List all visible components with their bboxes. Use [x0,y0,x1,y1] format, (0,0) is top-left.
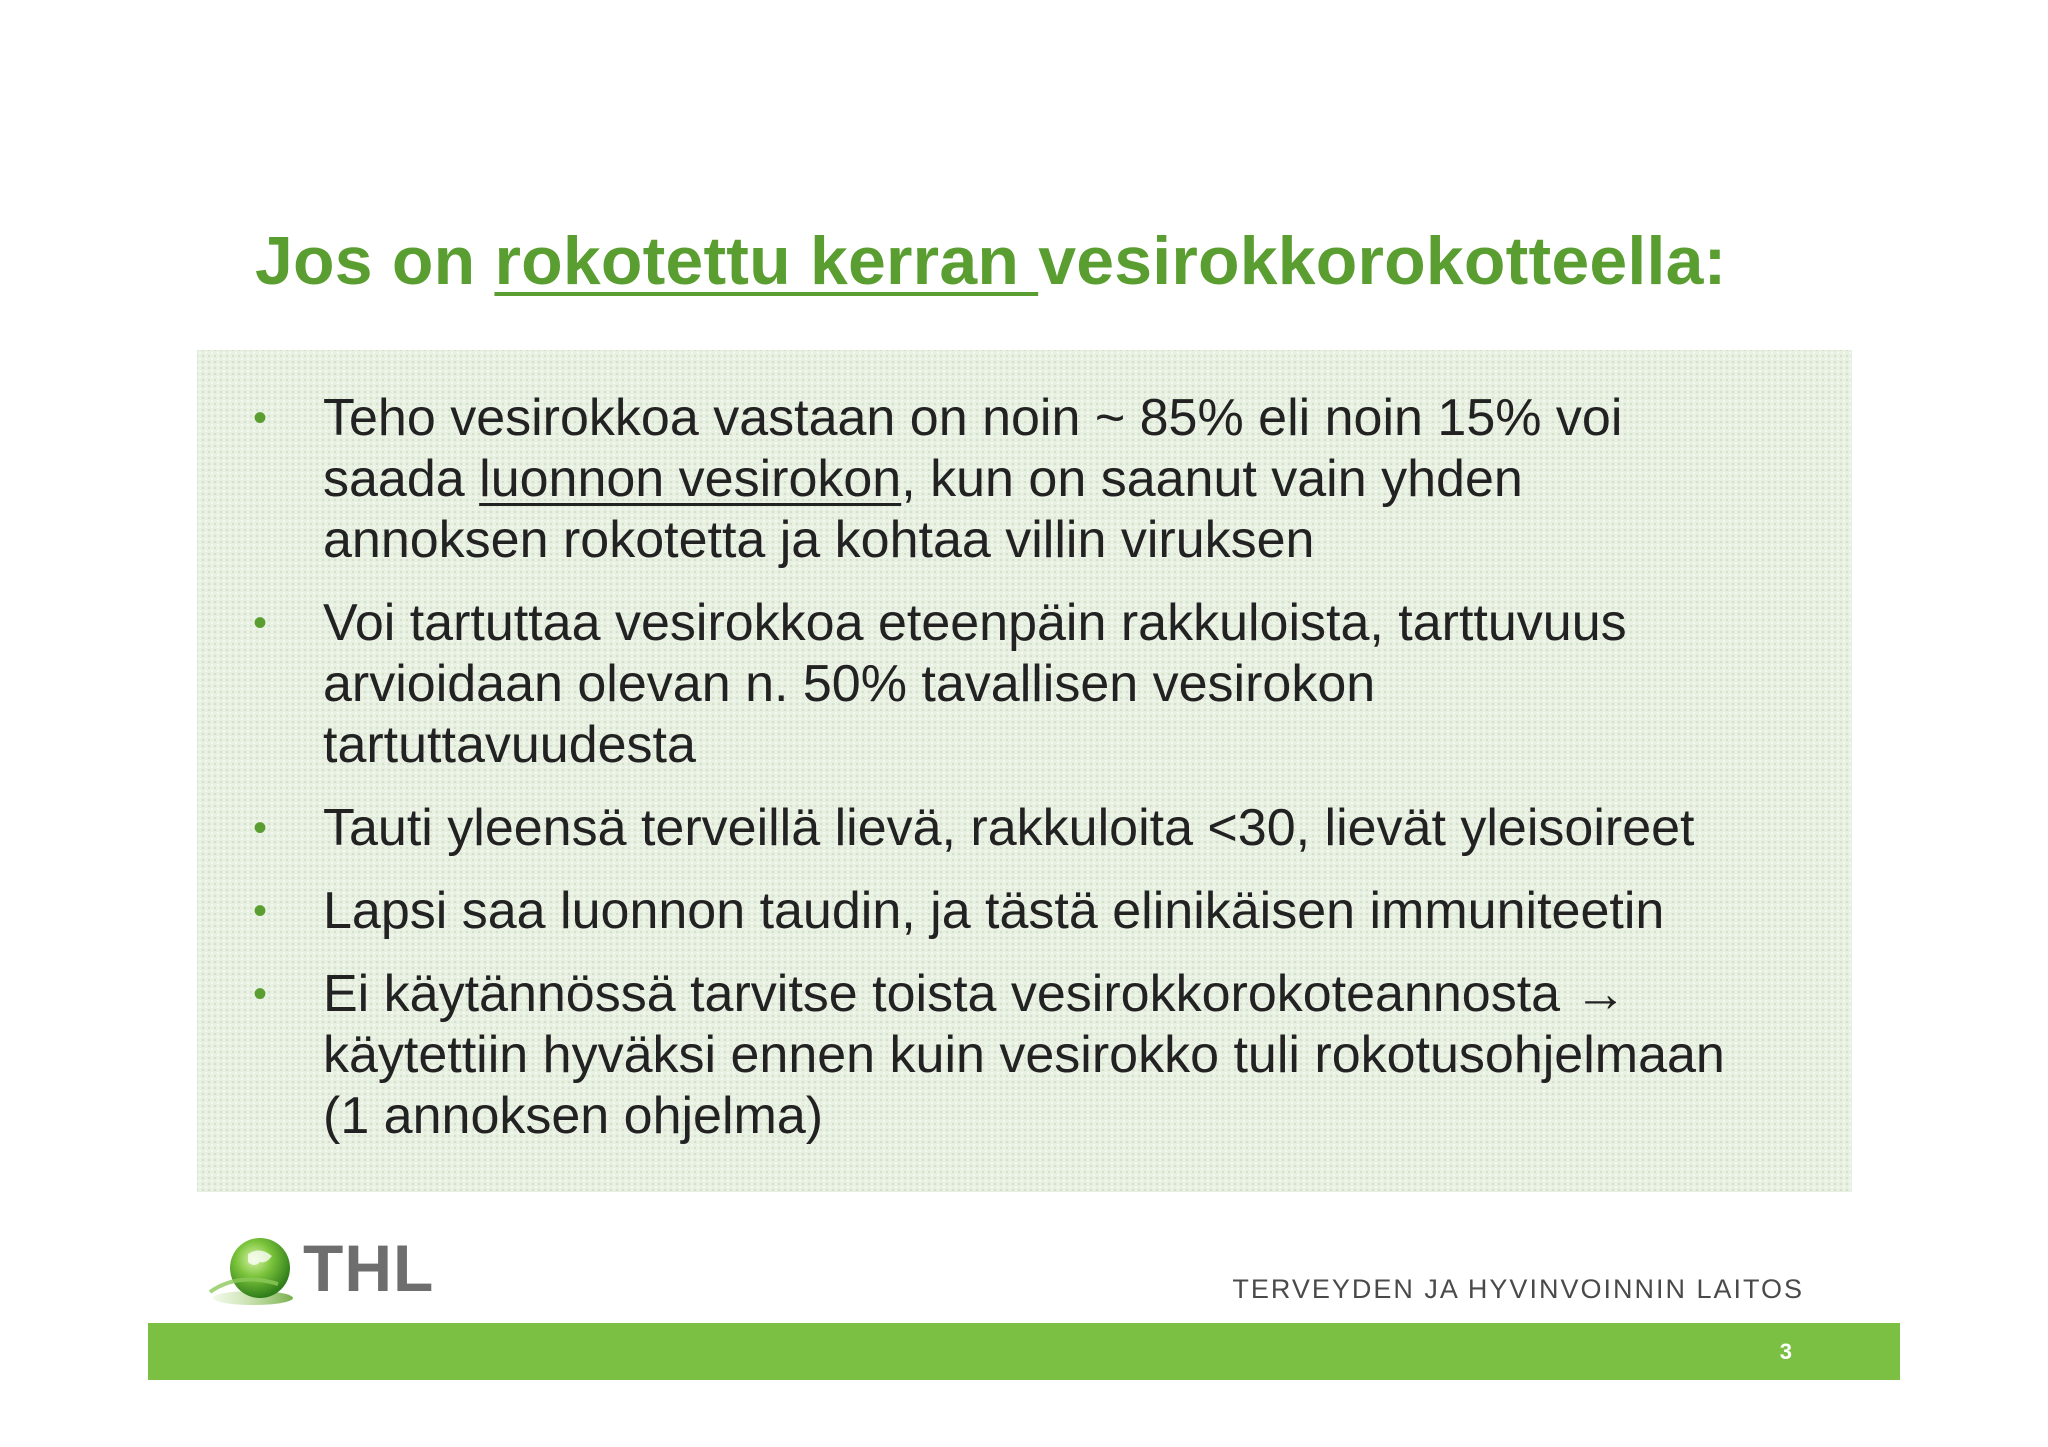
title-part-1: Jos on [255,223,495,299]
footer-bar [148,1323,1900,1380]
bullet-line: Voi tartuttaa vesirokkoa eteenpäin rakkuloista, tarttuvuus [323,594,1627,652]
organization-name: TERVEYDEN JA HYVINVOINNIN LAITOS [1232,1274,1804,1304]
bullet-item-5 [197,964,1883,1147]
bullet-line [323,449,1883,510]
bullet-line: Tauti yleensä terveillä lievä, rakkuloita <30, lievät yleisoireet [323,799,1695,857]
bullet-item-3 [197,798,1883,859]
bullet-dot: • [253,889,268,933]
bullet-item-2 [197,593,1883,776]
content-box [197,350,1852,1192]
bullet-line: Ei käytännössä tarvitse toista vesirokkorokoteannosta → [323,965,1627,1023]
bullet-line: annoksen rokotetta ja kohtaa villin viruksen [323,511,1315,569]
logo-text: THL [303,1231,435,1305]
bullet-dot: • [253,972,268,1016]
bullet-item-1 [197,388,1883,571]
bullet-dot: • [253,601,268,645]
underlined-text: luonnon vesirokon [479,450,902,508]
bullet-text: saada [323,450,480,508]
bullet-line: käytettiin hyväksi ennen kuin vesirokko tuli rokotusohjelmaan [323,1026,1725,1084]
page-number: 3 [1779,1339,1792,1364]
bullet-item-4 [197,881,1883,942]
title-underlined-part: rokotettu kerran [494,223,1039,299]
bullet-dot: • [253,396,268,440]
bullet-dot: • [253,806,268,850]
bullet-line: Lapsi saa luonnon taudin, ja tästä elinikäisen immuniteetin [323,882,1665,940]
bullet-text: , kun on saanut vain yhden [901,450,1523,508]
bullet-list [197,388,1883,1169]
bullet-line: Teho vesirokkoa vastaan on noin ~ 85% eli noin 15% voi [323,389,1623,447]
title-part-3: vesirokkorokotteella: [1038,223,1727,299]
globe-icon [208,1232,298,1308]
bullet-line: tartuttavuudesta [323,716,696,774]
bullet-line: (1 annoksen ohjelma) [323,1087,824,1145]
slide-title [255,222,1726,300]
thl-logo [208,1228,448,1308]
bullet-line: arvioidaan olevan n. 50% tavallisen vesirokon [323,655,1376,713]
